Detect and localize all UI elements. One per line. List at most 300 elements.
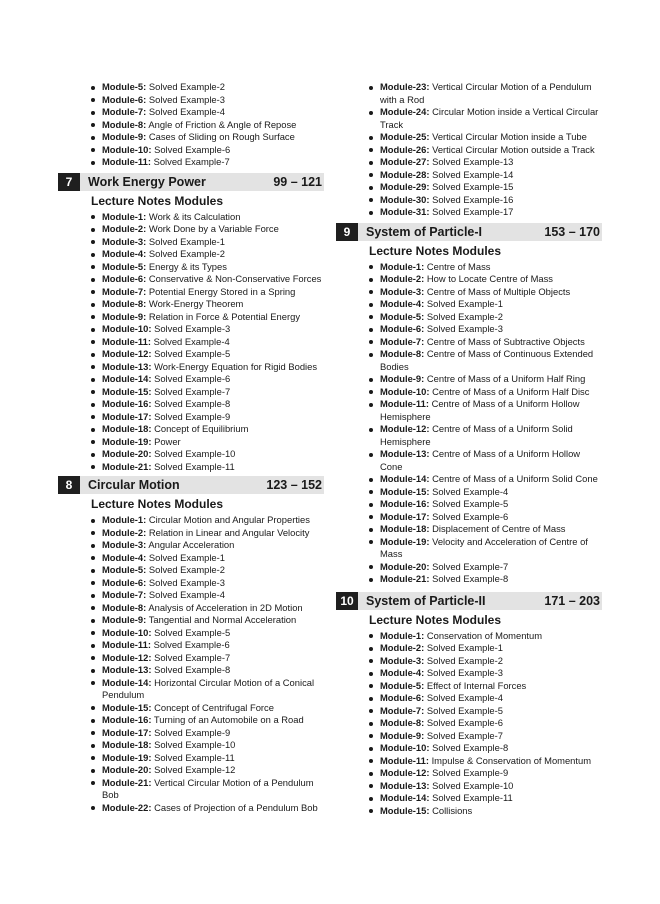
module-item [336, 573, 602, 586]
module-text: Solved Example-4 [148, 589, 225, 600]
module-text: Solved Example-8 [154, 398, 231, 409]
module-text: Solved Example-8 [154, 664, 231, 675]
module-item [58, 589, 324, 602]
module-text: Displacement of Centre of Mass [432, 523, 566, 534]
module-label: Module-1: [380, 629, 425, 641]
chapter-number: 10 [336, 592, 358, 610]
module-item [336, 630, 602, 643]
module-text: Impulse & Conservation of Momentum [431, 754, 592, 766]
module-label: Module-4: [102, 551, 147, 563]
module-item [58, 664, 324, 677]
module-text: Solved Example-3 [148, 576, 225, 588]
module-text: Solved Example-11 [432, 792, 513, 803]
module-label: Module-15: [102, 385, 152, 397]
lecture-notes-heading: Lecture Notes Modules [369, 243, 502, 258]
module-label: Module-14: [102, 676, 152, 688]
module-label: Module-8: [102, 601, 147, 613]
module-item [58, 802, 324, 815]
module-text: Solved Example-4 [153, 335, 230, 347]
module-label: Module-10: [102, 323, 152, 334]
module-item [336, 169, 602, 182]
module-item [58, 386, 324, 399]
module-item [58, 652, 324, 665]
module-item [58, 131, 324, 144]
module-text: Circular Motion and Angular Properties [148, 514, 310, 525]
lecture-notes-heading: Lecture Notes Modules [91, 497, 224, 511]
module-item [58, 627, 324, 640]
module-label: Module-9: [102, 131, 147, 142]
module-label: Module-7: [380, 335, 425, 347]
module-label: Module-1: [102, 210, 147, 222]
module-item [336, 561, 602, 574]
module-text: Solved Example-7 [154, 385, 231, 397]
module-text: How to Locate Centre of Mass [426, 273, 553, 284]
module-item [58, 727, 324, 740]
module-text: Vertical Circular Motion of a Pendulum Bob [102, 776, 314, 800]
module-item [58, 448, 324, 461]
module-text: Solved Example-15 [432, 181, 514, 192]
module-item [58, 423, 324, 436]
module-label: Module-8: [380, 717, 425, 728]
module-label: Module-21: [380, 573, 430, 584]
module-text: Solved Example-5 [432, 498, 509, 509]
module-label: Module-17: [102, 726, 152, 738]
module-text: Collisions [432, 804, 473, 816]
module-item [336, 692, 602, 705]
module-item [336, 642, 602, 655]
chapter-title: Work Energy Power [88, 174, 206, 189]
module-label: Module-20: [380, 560, 430, 572]
module-text: Vertical Circular Motion inside a Tube [432, 131, 587, 142]
module-label: Module-14: [102, 373, 152, 384]
module-text: Tangential and Normal Acceleration [148, 614, 297, 625]
module-label: Module-3: [102, 539, 147, 550]
module-item [336, 106, 602, 131]
module-item [58, 211, 324, 224]
module-item [58, 714, 324, 727]
module-item [336, 767, 602, 780]
module-label: Module-2: [102, 526, 147, 538]
module-text: Solved Example-2 [148, 564, 225, 575]
module-label: Module-3: [380, 285, 425, 297]
module-item [336, 523, 602, 536]
module-item [58, 461, 324, 474]
module-item [58, 94, 324, 107]
module-label: Module-8: [102, 298, 147, 309]
module-text: Centre of Mass of a Uniform Hollow Hemisphere [380, 398, 580, 422]
module-item [336, 448, 602, 473]
module-item [58, 144, 324, 157]
module-text: Solved Example-11 [154, 460, 235, 472]
chapter-header-10 [336, 592, 602, 610]
module-item [336, 730, 602, 743]
module-label: Module-9: [380, 373, 425, 384]
module-label: Module-2: [102, 223, 147, 234]
module-text: Centre of Mass of a Uniform Half Ring [426, 373, 586, 384]
module-text: Horizontal Circular Motion of a Conical Pendulum [102, 676, 315, 700]
module-item [58, 323, 324, 336]
module-item [58, 373, 324, 386]
module-text: Turning of an Automobile on a Road [153, 714, 304, 725]
module-item [336, 131, 602, 144]
module-item [58, 311, 324, 324]
module-text: Solved Example-2 [148, 81, 225, 92]
chapter-pages: 123 – 152 [266, 478, 322, 492]
module-text: Solved Example-17 [432, 206, 514, 217]
chapter-number: 9 [336, 223, 358, 241]
module-label: Module-15: [380, 485, 430, 497]
module-item [336, 144, 602, 157]
module-text: Centre of Mass of Multiple Objects [426, 285, 571, 297]
module-label: Module-7: [102, 589, 147, 600]
module-text: Solved Example-2 [148, 248, 225, 259]
module-text: Concept of Equilibrium [154, 423, 249, 434]
module-label: Module-19: [380, 535, 430, 547]
module-text: Solved Example-10 [154, 739, 236, 750]
module-text: Centre of Mass [426, 260, 491, 272]
module-label: Module-4: [380, 298, 425, 309]
module-item [336, 286, 602, 299]
module-label: Module-26: [380, 143, 430, 155]
module-label: Module-21: [102, 460, 152, 472]
chapter-title: System of Particle-I [366, 224, 483, 239]
module-label: Module-18: [102, 423, 152, 434]
module-item [58, 223, 324, 236]
module-item [58, 564, 324, 577]
module-text: Solved Example-3 [426, 323, 503, 334]
module-text: Conservative & Non-Conservative Forces [148, 273, 322, 284]
module-item [336, 536, 602, 561]
module-text: Circular Motion inside a Vertical Circular Track [380, 106, 599, 130]
module-item [58, 156, 324, 169]
module-label: Module-29: [380, 181, 430, 192]
module-label: Module-12: [102, 651, 152, 663]
module-item [336, 717, 602, 730]
module-label: Module-1: [380, 260, 425, 272]
module-label: Module-5: [380, 679, 425, 691]
module-label: Module-5: [380, 310, 425, 322]
module-item [58, 398, 324, 411]
module-label: Module-30: [380, 193, 430, 205]
module-text: Solved Example-5 [154, 348, 231, 359]
module-list [336, 630, 602, 818]
module-text: Solved Example-2 [426, 654, 503, 666]
right-column [336, 81, 602, 817]
module-label: Module-12: [380, 423, 430, 434]
module-label: Module-15: [102, 701, 152, 713]
module-text: Solved Example-4 [148, 106, 225, 117]
module-label: Module-25: [380, 131, 430, 142]
chapter-title: System of Particle-II [366, 593, 486, 608]
module-text: Solved Example-7 [153, 156, 230, 167]
module-item [58, 106, 324, 119]
module-label: Module-19: [102, 751, 152, 763]
module-item [336, 373, 602, 386]
chapter-header-8 [58, 476, 324, 494]
module-text: Centre of Mass of Subtractive Objects [426, 335, 585, 347]
module-item [58, 119, 324, 132]
module-item [58, 411, 324, 424]
module-label: Module-8: [380, 348, 425, 359]
module-item [58, 361, 324, 374]
module-label: Module-11: [380, 754, 429, 766]
module-label: Module-6: [102, 273, 147, 284]
module-label: Module-6: [380, 692, 425, 703]
module-item [58, 248, 324, 261]
module-text: Cases of Sliding on Rough Surface [148, 131, 295, 142]
module-text: Vertical Circular Motion outside a Track [432, 143, 595, 155]
module-label: Module-13: [102, 664, 152, 675]
module-text: Centre of Mass of a Uniform Half Disc [432, 385, 590, 397]
module-text: Effect of Internal Forces [426, 679, 527, 691]
module-text: Solved Example-3 [154, 323, 231, 334]
module-item [58, 677, 324, 702]
module-label: Module-4: [380, 667, 425, 678]
module-text: Angle of Friction & Angle of Repose [148, 118, 297, 130]
module-label: Module-6: [102, 93, 147, 105]
module-text: Centre of Mass of a Uniform Hollow Cone [380, 448, 581, 472]
module-label: Module-12: [102, 348, 152, 359]
module-text: Work & its Calculation [148, 210, 241, 222]
module-label: Module-10: [380, 385, 430, 397]
module-text: Power [154, 435, 181, 447]
module-item [58, 739, 324, 752]
module-label: Module-4: [102, 248, 147, 259]
module-list [58, 211, 324, 474]
module-text: Solved Example-1 [426, 642, 503, 653]
module-item [336, 805, 602, 818]
module-label: Module-9: [380, 729, 425, 741]
module-item [336, 261, 602, 274]
module-item [336, 705, 602, 718]
module-label: Module-9: [102, 614, 147, 625]
module-item [336, 498, 602, 511]
module-label: Module-22: [102, 801, 152, 813]
module-item [58, 286, 324, 299]
module-label: Module-14: [380, 792, 430, 803]
module-label: Module-3: [102, 235, 147, 247]
module-list [58, 81, 324, 169]
module-text: Centre of Mass of a Uniform Solid Hemisphere [380, 423, 573, 447]
module-item [58, 639, 324, 652]
module-text: Solved Example-6 [432, 510, 509, 522]
module-label: Module-16: [380, 498, 430, 509]
module-text: Solved Example-9 [432, 767, 509, 778]
module-item [336, 81, 602, 106]
module-text: Solved Example-2 [426, 310, 503, 322]
module-label: Module-14: [380, 473, 430, 484]
left-column [58, 81, 324, 814]
module-item [58, 336, 324, 349]
module-text: Cases of Projection of a Pendulum Bob [154, 801, 318, 813]
chapter-number: 8 [58, 476, 80, 494]
module-label: Module-2: [380, 273, 425, 284]
module-text: Solved Example-6 [426, 717, 503, 728]
module-text: Solved Example-3 [148, 93, 225, 105]
module-text: Angular Acceleration [148, 539, 235, 550]
module-text: Solved Example-6 [154, 373, 231, 384]
module-text: Centre of Mass of a Uniform Solid Cone [432, 473, 598, 484]
module-label: Module-10: [102, 626, 152, 638]
module-item [336, 511, 602, 524]
chapter-pages: 99 – 121 [273, 174, 322, 189]
module-label: Module-3: [380, 654, 425, 666]
module-label: Module-11: [102, 335, 151, 347]
module-item [336, 386, 602, 399]
lecture-notes-heading: Lecture Notes Modules [91, 193, 224, 208]
module-item [58, 602, 324, 615]
module-text: Potential Energy Stored in a Spring [148, 285, 296, 297]
module-label: Module-7: [380, 704, 425, 716]
module-item [58, 527, 324, 540]
module-label: Module-10: [380, 742, 430, 753]
module-text: Solved Example-9 [154, 726, 231, 738]
module-item [336, 473, 602, 486]
module-list [336, 261, 602, 586]
module-label: Module-17: [380, 510, 430, 522]
module-item [58, 81, 324, 94]
module-label: Module-9: [102, 310, 147, 322]
module-item [58, 702, 324, 715]
module-item [336, 792, 602, 805]
module-text: Vertical Circular Motion of a Pendulum with a Rod [380, 81, 592, 105]
module-item [58, 261, 324, 274]
module-text: Solved Example-10 [154, 448, 236, 459]
chapter-number: 7 [58, 173, 80, 191]
module-label: Module-17: [102, 410, 152, 422]
module-text: Solved Example-6 [153, 639, 230, 650]
module-label: Module-16: [102, 714, 152, 725]
module-item [336, 755, 602, 768]
module-item [336, 742, 602, 755]
module-label: Module-5: [102, 81, 147, 92]
module-text: Solved Example-4 [426, 692, 503, 703]
module-list [336, 81, 602, 219]
module-label: Module-16: [102, 398, 152, 409]
module-item [336, 486, 602, 499]
module-label: Module-1: [102, 514, 147, 525]
module-text: Solved Example-3 [426, 667, 503, 678]
module-item [336, 667, 602, 680]
module-label: Module-13: [102, 360, 152, 372]
module-text: Analysis of Acceleration in 2D Motion [148, 601, 303, 613]
module-text: Solved Example-12 [154, 764, 236, 775]
module-item [336, 181, 602, 194]
chapter-header-7 [58, 173, 324, 191]
module-text: Solved Example-8 [432, 742, 509, 753]
chapter-pages: 153 – 170 [544, 224, 600, 239]
module-text: Work-Energy Equation for Rigid Bodies [154, 360, 318, 372]
module-label: Module-11: [102, 639, 151, 650]
module-label: Module-23: [380, 81, 430, 92]
module-label: Module-8: [102, 118, 147, 130]
module-text: Work Done by a Variable Force [148, 223, 279, 234]
module-item [58, 539, 324, 552]
module-text: Solved Example-7 [432, 560, 509, 572]
module-text: Solved Example-8 [432, 573, 509, 584]
module-item [58, 436, 324, 449]
module-label: Module-18: [102, 739, 152, 750]
module-label: Module-18: [380, 523, 430, 534]
chapter-title: Circular Motion [88, 478, 180, 492]
module-text: Solved Example-5 [426, 704, 503, 716]
module-text: Solved Example-7 [154, 651, 231, 663]
module-text: Solved Example-16 [432, 193, 514, 205]
module-text: Relation in Force & Potential Energy [148, 310, 301, 322]
module-label: Module-6: [380, 323, 425, 334]
module-label: Module-11: [102, 156, 151, 167]
module-item [336, 156, 602, 169]
module-item [58, 614, 324, 627]
module-item [336, 323, 602, 336]
module-label: Module-5: [102, 260, 147, 272]
module-item [58, 777, 324, 802]
module-list [58, 514, 324, 814]
module-text: Energy & its Types [148, 260, 227, 272]
module-item [58, 514, 324, 527]
module-text: Concept of Centrifugal Force [154, 701, 274, 713]
module-item [336, 206, 602, 219]
module-label: Module-2: [380, 642, 425, 653]
module-item [58, 764, 324, 777]
module-text: Solved Example-10 [432, 779, 514, 791]
module-text: Solved Example-11 [154, 751, 235, 763]
module-text: Solved Example-1 [426, 298, 503, 309]
module-item [336, 298, 602, 311]
module-item [336, 311, 602, 324]
module-text: Solved Example-9 [154, 410, 231, 422]
module-label: Module-20: [102, 764, 152, 775]
module-item [336, 273, 602, 286]
module-item [336, 348, 602, 373]
module-text: Solved Example-1 [148, 551, 225, 563]
module-text: Solved Example-7 [426, 729, 503, 741]
module-item [58, 298, 324, 311]
lecture-notes-heading: Lecture Notes Modules [369, 612, 502, 627]
module-item [58, 236, 324, 249]
module-label: Module-5: [102, 564, 147, 575]
module-label: Module-28: [380, 168, 430, 180]
module-text: Work-Energy Theorem [148, 298, 244, 309]
module-label: Module-24: [380, 106, 430, 117]
module-label: Module-6: [102, 576, 147, 588]
module-item [336, 780, 602, 793]
chapter-header-9 [336, 223, 602, 241]
module-text: Solved Example-14 [432, 168, 514, 180]
module-label: Module-11: [380, 398, 429, 409]
module-label: Module-15: [380, 804, 430, 816]
module-label: Module-31: [380, 206, 430, 217]
module-text: Conservation of Momentum [426, 629, 543, 641]
module-label: Module-27: [380, 156, 430, 167]
module-label: Module-13: [380, 779, 430, 791]
module-item [336, 194, 602, 207]
module-label: Module-20: [102, 448, 152, 459]
module-label: Module-7: [102, 285, 147, 297]
module-label: Module-21: [102, 776, 152, 788]
module-text: Relation in Linear and Angular Velocity [148, 526, 310, 538]
module-label: Module-7: [102, 106, 147, 117]
module-text: Solved Example-4 [432, 485, 509, 497]
module-label: Module-19: [102, 435, 152, 447]
module-text: Solved Example-13 [432, 156, 514, 167]
module-item [58, 577, 324, 590]
module-label: Module-10: [102, 143, 152, 155]
module-item [336, 336, 602, 349]
module-item [336, 680, 602, 693]
module-item [336, 423, 602, 448]
module-item [336, 398, 602, 423]
